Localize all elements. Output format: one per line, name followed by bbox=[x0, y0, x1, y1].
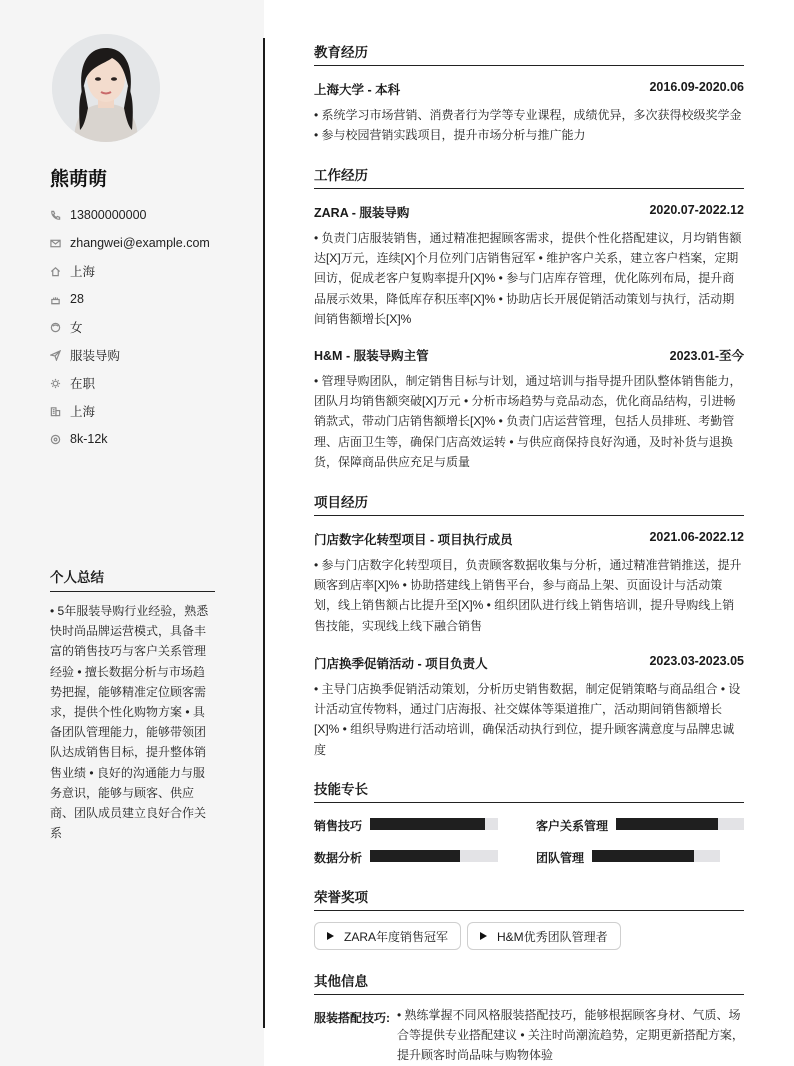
other-title: 其他信息 bbox=[314, 970, 744, 995]
work-header bbox=[314, 346, 744, 364]
skill-bar-fill bbox=[370, 818, 485, 830]
info-text: 服装导购 bbox=[70, 349, 121, 363]
work-date: 2023.01-至今 bbox=[669, 349, 744, 363]
skill-bar-fill bbox=[592, 850, 694, 862]
skill-label: 客户关系管理 bbox=[536, 819, 609, 833]
project-name: 门店数字化转型项目 - 项目执行成员 bbox=[314, 533, 513, 547]
play-icon bbox=[327, 932, 334, 940]
info-text: 28 bbox=[70, 292, 84, 306]
info-email bbox=[50, 229, 250, 257]
salary-icon bbox=[50, 434, 70, 445]
play-icon bbox=[480, 932, 487, 940]
gender-icon bbox=[50, 322, 70, 333]
contact-info-list bbox=[50, 201, 250, 453]
skill-bar-fill bbox=[370, 850, 460, 862]
education-line: • 参与校园营销实践项目，提升市场分析与推广能力 bbox=[314, 128, 586, 142]
education-school: 上海大学 - 本科 bbox=[314, 83, 401, 97]
left-sidebar bbox=[0, 0, 264, 1066]
project-description: • 主导门店换季促销活动策划，分析历史销售数据，制定促销策略与商品组合 • 设计活动宣传物料，通过门店海报、社交媒体等渠道推广，活动期间销售额增长[X]% • 组织导购进行活动培训，确保活动执行到位，提升顾客满意度与品牌忠诚度 bbox=[314, 682, 741, 757]
info-text: 在职 bbox=[70, 377, 96, 391]
award-label: ZARA年度销售冠军 bbox=[344, 929, 449, 944]
award-badge bbox=[314, 922, 461, 950]
info-status bbox=[50, 369, 250, 397]
skill-label: 销售技巧 bbox=[314, 819, 363, 833]
skill-bar bbox=[616, 818, 744, 830]
skill-label: 团队管理 bbox=[536, 851, 585, 865]
work-role: ZARA - 服装导购 bbox=[314, 206, 410, 220]
work-header bbox=[314, 203, 744, 221]
work-description: • 负责门店服装销售，通过精准把握顾客需求，提供个性化搭配建议，月均销售额达[X]万元，连续[X]个月位列门店销售冠军 • 维护客户关系，建立客户档案，定期回访，促成老客户复购率提升[X]% • 参与门店库存管理，优化陈列布局，提升商品展示效果，降低库存积压率[X]% • 协助店长开展促销活动策划与执行，活动期间销售额增长[X]% bbox=[314, 231, 742, 326]
info-salary bbox=[50, 425, 250, 453]
other-label: 服装搭配技巧: bbox=[314, 1011, 390, 1025]
info-phone bbox=[50, 201, 250, 229]
education-header bbox=[314, 80, 744, 98]
skill-bar-fill bbox=[616, 818, 718, 830]
skills-title: 技能专长 bbox=[314, 778, 744, 803]
work-title: 工作经历 bbox=[314, 164, 744, 189]
phone-icon bbox=[50, 210, 70, 221]
summary-text: • 5年服装导购行业经验，熟悉快时尚品牌运营模式，具备丰富的销售技巧与客户关系管理经验 • 擅长数据分析与市场趋势把握，能够精准定位顾客需求，提供个性化购物方案 • 具备团队管理能力，能够带领团队达成销售目标，提升整体销售业绩 • 良好的沟通能力与服务意识，能够与顾客、供应商、团队成员建立良好合作关系 bbox=[50, 604, 209, 841]
work-role: H&M - 服装导购主管 bbox=[314, 349, 429, 363]
send-icon bbox=[50, 350, 70, 361]
candidate-name: 熊萌萌 bbox=[50, 169, 108, 190]
award-label: H&M优秀团队管理者 bbox=[497, 929, 608, 944]
skill-label: 数据分析 bbox=[314, 851, 363, 865]
award-badge bbox=[467, 922, 621, 950]
avatar-portrait bbox=[52, 34, 160, 142]
project-name: 门店换季促销活动 - 项目负责人 bbox=[314, 657, 488, 671]
education-title: 教育经历 bbox=[314, 41, 744, 66]
info-gender bbox=[50, 313, 250, 341]
home-icon bbox=[50, 266, 70, 277]
skill-bar bbox=[370, 818, 498, 830]
work-description: • 管理导购团队，制定销售目标与计划，通过培训与指导提升团队整体销售能力，团队月均销售额突破[X]万元 • 分析市场趋势与竞品动态，优化商品结构，引进畅销款式，带动门店销售额增长[X]% • 负责门店运营管理，包括人员排班、考勤管理、店面卫生等，确保门店高效运转 • 与供应商保持良好沟通，及时补货与退换货，保障商品供应充足与质量 bbox=[314, 374, 742, 469]
work-date: 2020.07-2022.12 bbox=[649, 203, 744, 217]
avatar bbox=[52, 34, 160, 142]
info-text: 上海 bbox=[70, 405, 96, 419]
info-text: 女 bbox=[70, 321, 83, 335]
info-text: 上海 bbox=[70, 265, 96, 279]
projects-title: 项目经历 bbox=[314, 491, 744, 516]
education-line: • 系统学习市场营销、消费者行为学等专业课程，成绩优异，多次获得校级奖学金 bbox=[314, 108, 742, 122]
project-header bbox=[314, 530, 744, 548]
awards-title: 荣誉奖项 bbox=[314, 886, 744, 911]
status-icon bbox=[50, 378, 70, 389]
skill-bar bbox=[592, 850, 720, 862]
info-age bbox=[50, 285, 250, 313]
project-header bbox=[314, 654, 744, 672]
info-text: 13800000000 bbox=[70, 208, 147, 222]
summary-title: 个人总结 bbox=[50, 566, 215, 592]
info-text: zhangwei@example.com bbox=[70, 236, 210, 250]
info-city bbox=[50, 397, 250, 425]
info-position bbox=[50, 341, 250, 369]
email-icon bbox=[50, 238, 70, 249]
project-description: • 参与门店数字化转型项目，负责顾客数据收集与分析，通过精准营销推送，提升顾客到店率[X]% • 协助搭建线上销售平台，参与商品上架、页面设计与活动策划，线上销售额占比提升至[X]% • 组织团队进行线上销售培训，提升导购线上销售技能，实现线上线下融合销售 bbox=[314, 558, 742, 633]
other-text: • 熟练掌握不同风格服装搭配技巧，能够根据顾客身材、气质、场合等提供专业搭配建议 • 关注时尚潮流趋势，定期更新搭配方案，提升顾客时尚品味与购物体验 bbox=[397, 1008, 744, 1063]
project-date: 2023.03-2023.05 bbox=[649, 654, 744, 668]
cake-icon bbox=[50, 294, 70, 305]
education-date: 2016.09-2020.06 bbox=[649, 80, 744, 94]
building-icon bbox=[50, 406, 70, 417]
column-divider bbox=[263, 38, 265, 1028]
project-date: 2021.06-2022.12 bbox=[649, 530, 744, 544]
info-location bbox=[50, 257, 250, 285]
info-text: 8k-12k bbox=[70, 432, 108, 446]
skill-bar bbox=[370, 850, 498, 862]
